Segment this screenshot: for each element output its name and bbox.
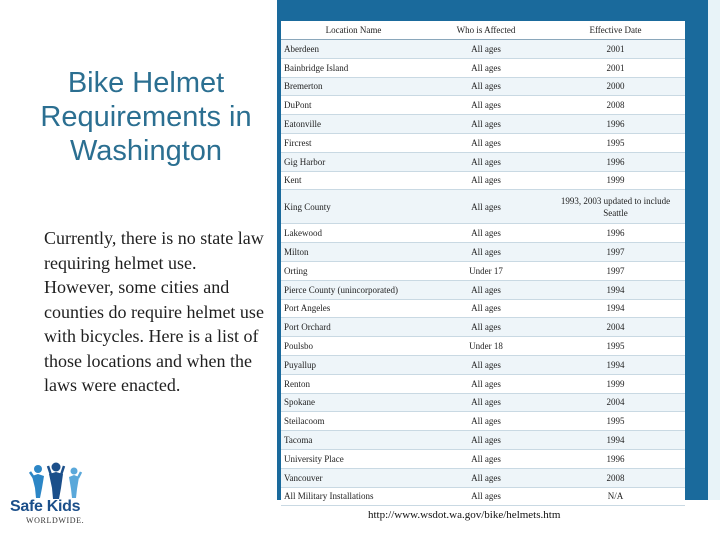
safe-kids-logo xyxy=(10,462,110,530)
who-affected-cell: All ages xyxy=(426,299,546,318)
who-affected-cell: All ages xyxy=(426,152,546,171)
who-affected-cell: All ages xyxy=(426,40,546,59)
effective-date-cell: 2000 xyxy=(546,77,685,96)
table-row xyxy=(281,261,685,280)
location-name-cell: Milton xyxy=(281,243,426,262)
effective-date-cell: 1996 xyxy=(546,152,685,171)
location-name-cell: Poulsbo xyxy=(281,337,426,356)
logo-tagline: WORLDWIDE. xyxy=(26,516,85,525)
location-name-cell: Spokane xyxy=(281,393,426,412)
location-name-cell: Kent xyxy=(281,171,426,190)
table-row xyxy=(281,412,685,431)
location-name-cell: Bremerton xyxy=(281,77,426,96)
who-affected-cell: All ages xyxy=(426,449,546,468)
table-row xyxy=(281,449,685,468)
location-name-cell: Puyallup xyxy=(281,355,426,374)
source-url-link[interactable]: http://www.wsdot.wa.gov/bike/helmets.htm xyxy=(368,509,561,521)
slide-body-text: Currently, there is no state law requiring helmet use. However, some cities and counties do require helmet use with bicycles. Here is a list of those locations and when the laws were enacted. xyxy=(44,228,264,395)
table-row xyxy=(281,243,685,262)
who-affected-cell: All ages xyxy=(426,243,546,262)
table-row xyxy=(281,58,685,77)
effective-date-cell: 1996 xyxy=(546,115,685,134)
effective-date-cell: 1997 xyxy=(546,243,685,262)
effective-date-cell: 1994 xyxy=(546,355,685,374)
location-name-cell: University Place xyxy=(281,449,426,468)
effective-date-cell: N/A xyxy=(546,487,685,506)
table-row xyxy=(281,487,685,506)
effective-date-cell: 1997 xyxy=(546,261,685,280)
effective-date-cell: 1996 xyxy=(546,224,685,243)
table-row xyxy=(281,280,685,299)
effective-date-cell: 1993, 2003 updated to include Seattle xyxy=(546,190,685,224)
location-name-cell: King County xyxy=(281,190,426,224)
effective-date-cell: 1995 xyxy=(546,412,685,431)
who-affected-cell: All ages xyxy=(426,77,546,96)
effective-date-cell: 1994 xyxy=(546,280,685,299)
children-figures-icon xyxy=(28,462,84,500)
location-name-cell: Pierce County (unincorporated) xyxy=(281,280,426,299)
who-affected-cell: All ages xyxy=(426,374,546,393)
location-name-cell: Bainbridge Island xyxy=(281,58,426,77)
header-location-name: Location Name xyxy=(281,21,426,40)
location-name-cell: Port Angeles xyxy=(281,299,426,318)
location-name-cell: Vancouver xyxy=(281,468,426,487)
table-row xyxy=(281,355,685,374)
effective-date-cell: 1995 xyxy=(546,337,685,356)
who-affected-cell: All ages xyxy=(426,133,546,152)
who-affected-cell: All ages xyxy=(426,468,546,487)
who-affected-cell: All ages xyxy=(426,96,546,115)
who-affected-cell: All ages xyxy=(426,280,546,299)
table-row xyxy=(281,337,685,356)
location-name-cell: Renton xyxy=(281,374,426,393)
table-row xyxy=(281,318,685,337)
effective-date-cell: 1999 xyxy=(546,171,685,190)
table-row xyxy=(281,190,685,224)
effective-date-cell: 1995 xyxy=(546,133,685,152)
who-affected-cell: All ages xyxy=(426,393,546,412)
effective-date-cell: 1994 xyxy=(546,299,685,318)
effective-date-cell: 1996 xyxy=(546,449,685,468)
table-row xyxy=(281,115,685,134)
table-row xyxy=(281,431,685,450)
effective-date-cell: 2008 xyxy=(546,96,685,115)
effective-date-cell: 2008 xyxy=(546,468,685,487)
table-row xyxy=(281,468,685,487)
location-name-cell: Fircrest xyxy=(281,133,426,152)
who-affected-cell: All ages xyxy=(426,190,546,224)
who-affected-cell: Under 18 xyxy=(426,337,546,356)
table-row xyxy=(281,77,685,96)
who-affected-cell: All ages xyxy=(426,355,546,374)
helmet-requirements-table xyxy=(281,21,685,506)
table-row xyxy=(281,152,685,171)
who-affected-cell: All ages xyxy=(426,318,546,337)
location-name-cell: Gig Harbor xyxy=(281,152,426,171)
table-row xyxy=(281,133,685,152)
table-row xyxy=(281,171,685,190)
who-affected-cell: All ages xyxy=(426,487,546,506)
location-name-cell: Port Orchard xyxy=(281,318,426,337)
logo-wordmark: Safe Kids xyxy=(10,498,81,515)
location-name-cell: Tacoma xyxy=(281,431,426,450)
table-row xyxy=(281,40,685,59)
table-row xyxy=(281,374,685,393)
effective-date-cell: 2001 xyxy=(546,58,685,77)
who-affected-cell: All ages xyxy=(426,224,546,243)
header-effective-date: Effective Date xyxy=(546,21,685,40)
effective-date-cell: 2004 xyxy=(546,393,685,412)
table-row xyxy=(281,224,685,243)
header-who-affected: Who is Affected xyxy=(426,21,546,40)
location-name-cell: All Military Installations xyxy=(281,487,426,506)
who-affected-cell: All ages xyxy=(426,58,546,77)
who-affected-cell: All ages xyxy=(426,431,546,450)
location-name-cell: DuPont xyxy=(281,96,426,115)
who-affected-cell: All ages xyxy=(426,412,546,431)
location-name-cell: Eatonville xyxy=(281,115,426,134)
table-row xyxy=(281,96,685,115)
effective-date-cell: 1999 xyxy=(546,374,685,393)
location-name-cell: Aberdeen xyxy=(281,40,426,59)
table-header-row xyxy=(281,21,685,40)
who-affected-cell: All ages xyxy=(426,171,546,190)
location-name-cell: Steilacoom xyxy=(281,412,426,431)
who-affected-cell: All ages xyxy=(426,115,546,134)
effective-date-cell: 1994 xyxy=(546,431,685,450)
location-name-cell: Orting xyxy=(281,261,426,280)
who-affected-cell: Under 17 xyxy=(426,261,546,280)
effective-date-cell: 2004 xyxy=(546,318,685,337)
table-row xyxy=(281,393,685,412)
slide-title: Bike Helmet Requirements in Washington xyxy=(40,67,252,167)
location-name-cell: Lakewood xyxy=(281,224,426,243)
effective-date-cell: 2001 xyxy=(546,40,685,59)
table-row xyxy=(281,299,685,318)
